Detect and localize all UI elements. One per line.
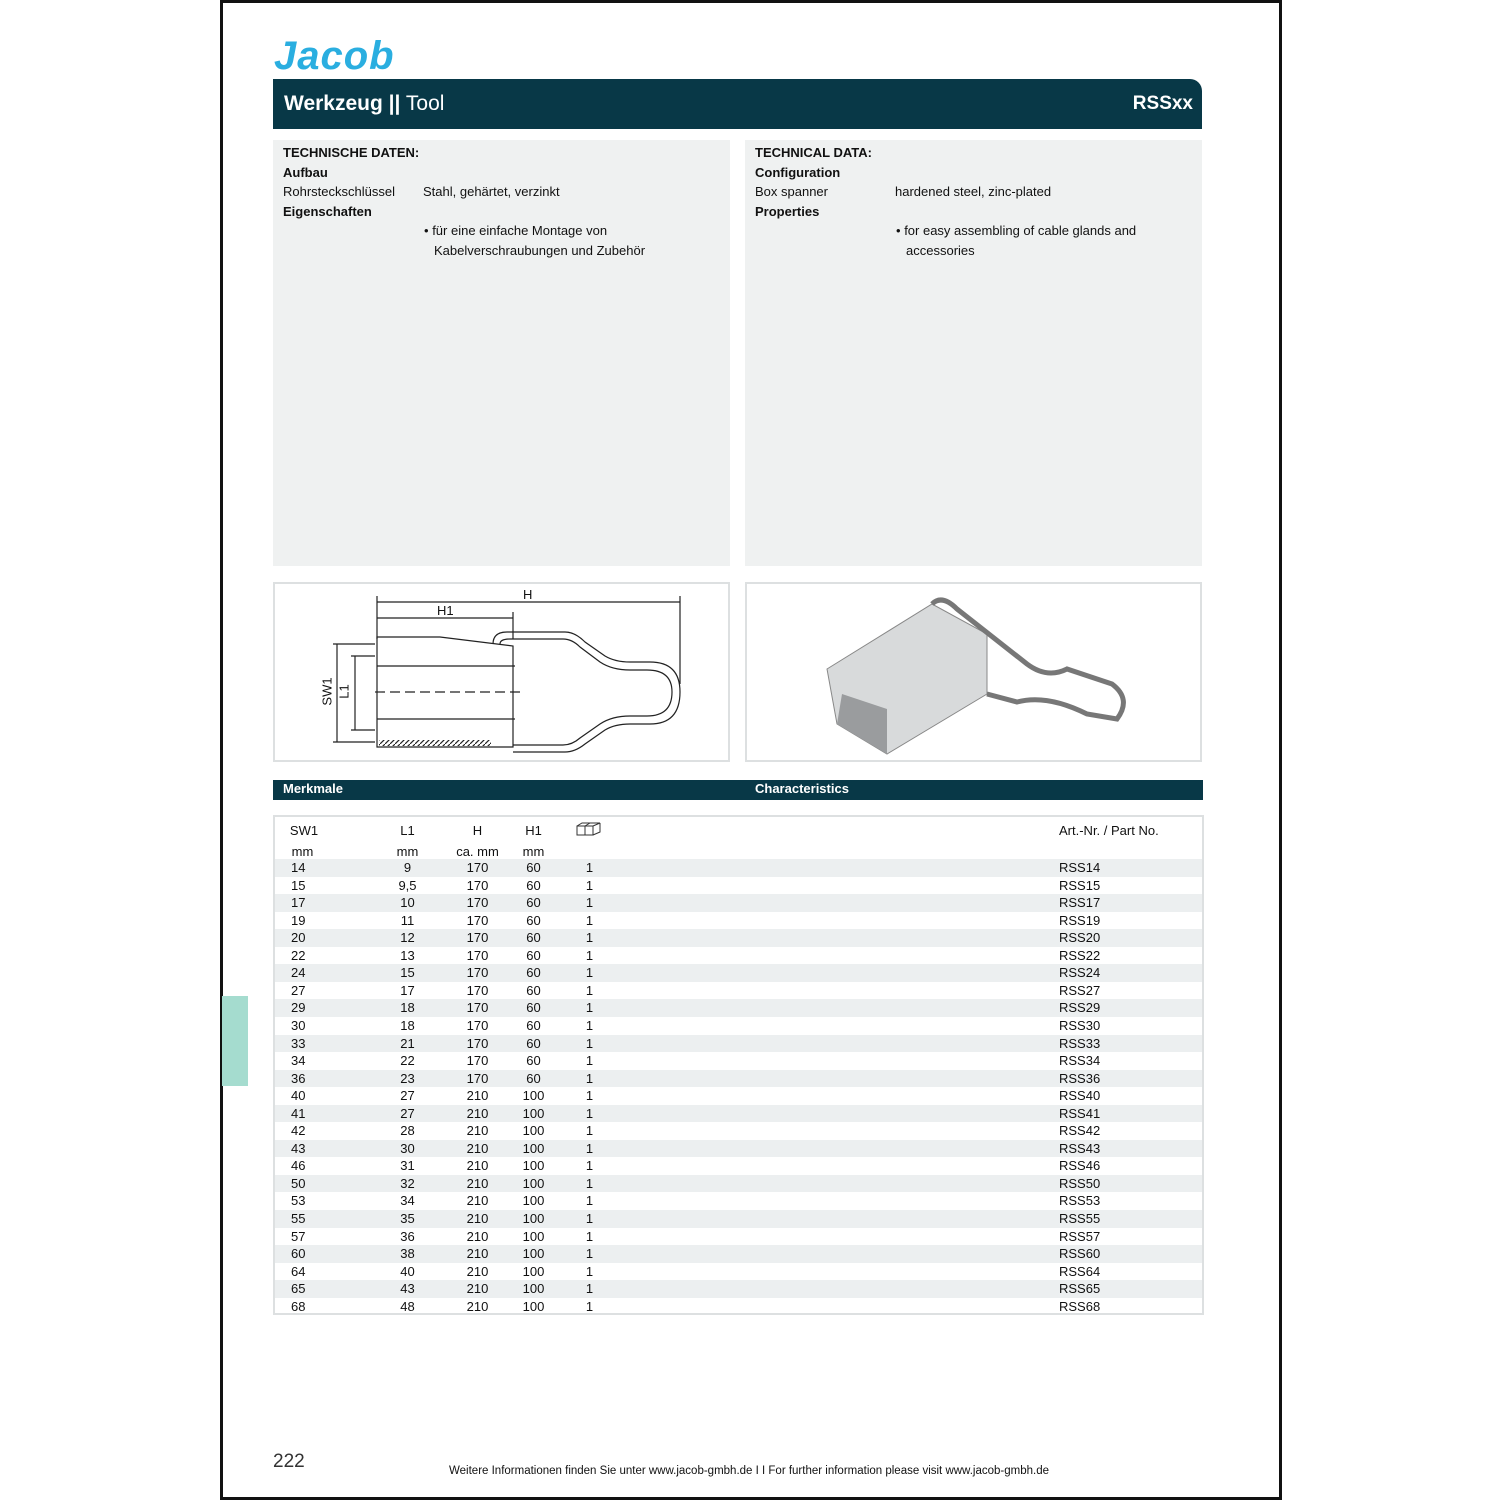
col-header-part-no: Art.-Nr. / Part No.: [1059, 823, 1159, 838]
table-row: [275, 929, 1202, 947]
cell-sw1: 33: [291, 1035, 306, 1051]
cell-qty: 1: [585, 1211, 594, 1226]
cell-qty: 1: [585, 1281, 594, 1297]
cell-h1: 60: [526, 895, 541, 911]
cell-sw1: 46: [291, 1158, 306, 1174]
table-row: [275, 1263, 1202, 1281]
cell-part-no: RSS64: [1059, 1263, 1101, 1279]
cell-l1: 27: [400, 1088, 415, 1104]
cell-qty: 1: [585, 1263, 594, 1279]
cell-l1: 27: [400, 1105, 415, 1121]
cell-h: 210: [466, 1263, 489, 1279]
technical-data-en: TECHNICAL DATA: Configuration Box spanner hardened steel, zinc-plated Properties • for easy assembling of cable glands and accessories: [745, 140, 1202, 566]
cell-h1: 100: [522, 1298, 545, 1314]
cell-qty: 1: [585, 1298, 594, 1314]
cell-part-no: RSS60: [1059, 1246, 1101, 1262]
unit-h: ca. mm: [456, 844, 499, 859]
cell-h1: 100: [522, 1263, 545, 1279]
cell-h: 210: [466, 1175, 489, 1191]
cell-h: 170: [466, 1070, 489, 1086]
cell-qty: 1: [585, 1017, 594, 1033]
table-row: [275, 999, 1202, 1017]
cell-part-no: RSS36: [1059, 1070, 1101, 1086]
cell-h: 210: [466, 1281, 489, 1297]
table-row: [275, 859, 1202, 877]
cell-sw1: 17: [291, 895, 306, 911]
cell-l1: 40: [400, 1263, 415, 1279]
cell-h1: 60: [526, 982, 541, 998]
table-row: [275, 1280, 1202, 1298]
cell-l1: 11: [400, 912, 415, 928]
table-row: [275, 877, 1202, 895]
title-bar: [273, 79, 1202, 129]
col-header-sw1: SW1: [289, 823, 319, 838]
table-row: [275, 1298, 1202, 1316]
cell-part-no: RSS14: [1059, 860, 1101, 875]
cell-qty: 1: [585, 947, 594, 963]
cell-h: 210: [466, 1158, 489, 1174]
cell-h: 210: [466, 1193, 489, 1209]
cell-l1: 21: [400, 1035, 415, 1051]
cell-qty: 1: [585, 1193, 594, 1209]
cell-part-no: RSS30: [1059, 1017, 1101, 1033]
cell-l1: 9,5: [398, 877, 417, 893]
cell-l1: 10: [400, 895, 415, 911]
cell-part-no: RSS43: [1059, 1140, 1101, 1156]
dimension-label-l1: L1: [336, 684, 352, 699]
cell-part-no: RSS17: [1059, 895, 1101, 911]
cell-sw1: 65: [291, 1281, 306, 1297]
dimension-label-sw1: SW1: [319, 677, 335, 706]
cell-sw1: 34: [291, 1053, 306, 1069]
cell-sw1: 14: [291, 860, 306, 875]
cell-sw1: 42: [291, 1123, 306, 1139]
cell-l1: 48: [400, 1298, 415, 1314]
dimension-label-h1: H1: [437, 603, 454, 618]
cell-part-no: RSS57: [1059, 1228, 1101, 1244]
cell-l1: 12: [400, 930, 415, 946]
cell-qty: 1: [585, 1228, 594, 1244]
cell-l1: 13: [400, 947, 415, 963]
col-header-h: H: [472, 823, 483, 838]
cell-h1: 60: [526, 1035, 541, 1051]
col-header-h1: H1: [525, 823, 542, 838]
cell-h1: 60: [526, 1070, 541, 1086]
dimension-label-h: H: [523, 587, 533, 602]
cell-h: 170: [466, 860, 489, 875]
cell-sw1: 53: [291, 1193, 306, 1209]
cell-part-no: RSS42: [1059, 1123, 1101, 1139]
cell-l1: 35: [400, 1211, 415, 1226]
cell-qty: 1: [585, 1158, 594, 1174]
cell-h1: 100: [522, 1158, 545, 1174]
table-row: [275, 982, 1202, 1000]
section-header: Merkmale Characteristics: [273, 780, 1203, 800]
table-row: [275, 1087, 1202, 1105]
cell-l1: 18: [400, 1017, 415, 1033]
product-code: RSSxx: [1132, 93, 1193, 114]
cell-h: 210: [466, 1105, 489, 1121]
cell-l1: 17: [400, 982, 415, 998]
cell-h1: 60: [526, 1053, 541, 1069]
cell-sw1: 57: [291, 1228, 306, 1244]
cell-l1: 36: [400, 1228, 415, 1244]
cell-l1: 31: [400, 1158, 415, 1174]
cell-h: 170: [466, 930, 489, 946]
table-row: [275, 1228, 1202, 1246]
cell-h: 170: [466, 895, 489, 911]
cell-sw1: 22: [291, 947, 306, 963]
unit-l1: mm: [396, 844, 419, 859]
cell-h1: 60: [526, 912, 541, 928]
cell-h1: 60: [526, 947, 541, 963]
cell-h: 210: [466, 1088, 489, 1104]
page-title: Werkzeug || Tool: [284, 92, 445, 115]
cell-sw1: 15: [291, 877, 306, 893]
product-photo: [745, 582, 1202, 762]
table-row: [275, 894, 1202, 912]
cell-part-no: RSS46: [1059, 1158, 1101, 1174]
cell-qty: 1: [585, 982, 594, 998]
cell-part-no: RSS20: [1059, 930, 1101, 946]
cell-part-no: RSS65: [1059, 1281, 1101, 1297]
cell-part-no: RSS24: [1059, 965, 1101, 981]
cell-h: 170: [466, 947, 489, 963]
technical-data-de: TECHNISCHE DATEN: Aufbau Rohrsteckschlüssel Stahl, gehärtet, verzinkt Eigenschaften • für eine einfache Montage von Kabelverschraubungen und Zubehör: [273, 140, 730, 566]
cell-h1: 100: [522, 1193, 545, 1209]
cell-qty: 1: [585, 965, 594, 981]
cell-h: 210: [466, 1228, 489, 1244]
section-tab-marker: [222, 996, 248, 1086]
cell-l1: 34: [400, 1193, 415, 1209]
cell-h: 170: [466, 912, 489, 928]
cell-h1: 100: [522, 1228, 545, 1244]
cell-part-no: RSS41: [1059, 1105, 1101, 1121]
table-row: [275, 1157, 1202, 1175]
cell-l1: 28: [400, 1123, 415, 1139]
cell-qty: 1: [585, 1035, 594, 1051]
cell-qty: 1: [585, 1000, 594, 1016]
col-header-l1: L1: [400, 823, 415, 838]
cell-sw1: 40: [291, 1088, 306, 1104]
cell-part-no: RSS34: [1059, 1053, 1101, 1069]
cell-part-no: RSS27: [1059, 982, 1101, 998]
cell-sw1: 68: [291, 1298, 306, 1314]
cell-qty: 1: [585, 1246, 594, 1262]
cell-h1: 100: [522, 1088, 545, 1104]
cell-l1: 23: [400, 1070, 415, 1086]
cell-h1: 60: [526, 1017, 541, 1033]
cell-h: 170: [466, 1000, 489, 1016]
cell-h1: 60: [526, 965, 541, 981]
cell-h1: 100: [522, 1175, 545, 1191]
cell-h: 210: [466, 1140, 489, 1156]
cell-part-no: RSS22: [1059, 947, 1101, 963]
cell-qty: 1: [585, 1105, 594, 1121]
cell-h: 170: [466, 965, 489, 981]
cell-qty: 1: [585, 877, 594, 893]
cell-h1: 100: [522, 1211, 545, 1226]
cell-h1: 60: [526, 930, 541, 946]
cell-sw1: 24: [291, 965, 306, 981]
cell-part-no: RSS50: [1059, 1175, 1101, 1191]
cell-sw1: 64: [291, 1263, 306, 1279]
cell-sw1: 41: [291, 1105, 306, 1121]
cell-part-no: RSS55: [1059, 1211, 1101, 1226]
cell-qty: 1: [585, 1123, 594, 1139]
cell-h: 210: [466, 1123, 489, 1139]
cell-h: 170: [466, 877, 489, 893]
table-row: [275, 1070, 1202, 1088]
cell-h: 210: [466, 1211, 489, 1226]
cell-h1: 100: [522, 1281, 545, 1297]
cell-qty: 1: [585, 930, 594, 946]
cell-l1: 15: [400, 965, 415, 981]
cell-qty: 1: [585, 912, 594, 928]
cell-h: 170: [466, 1017, 489, 1033]
logo: Jacob: [274, 34, 395, 78]
cell-qty: 1: [585, 1140, 594, 1156]
cell-h1: 100: [522, 1105, 545, 1121]
table-row: [275, 1017, 1202, 1035]
unit-h1: mm: [522, 844, 545, 859]
page-number: 222: [273, 1451, 305, 1472]
cell-sw1: 27: [291, 982, 306, 998]
cell-sw1: 30: [291, 1017, 306, 1033]
technical-drawing: [273, 582, 730, 762]
cell-sw1: 29: [291, 1000, 306, 1016]
cell-qty: 1: [585, 1070, 594, 1086]
cell-h1: 60: [526, 1000, 541, 1016]
cell-qty: 1: [585, 1088, 594, 1104]
cell-l1: 18: [400, 1000, 415, 1016]
cell-part-no: RSS15: [1059, 877, 1101, 893]
cell-sw1: 60: [291, 1246, 306, 1262]
cell-part-no: RSS53: [1059, 1193, 1101, 1209]
table-row: [275, 1175, 1202, 1193]
cell-h1: 100: [522, 1140, 545, 1156]
cell-h1: 100: [522, 1123, 545, 1139]
cell-l1: 43: [400, 1281, 415, 1297]
cell-qty: 1: [585, 1053, 594, 1069]
table-row: [275, 947, 1202, 965]
table-row: [275, 964, 1202, 982]
cell-h: 170: [466, 1035, 489, 1051]
table-row: [275, 1122, 1202, 1140]
cell-part-no: RSS68: [1059, 1298, 1101, 1314]
cell-sw1: 20: [291, 930, 306, 946]
cell-h1: 60: [526, 877, 541, 893]
characteristics-table: [273, 815, 1204, 1315]
cell-part-no: RSS19: [1059, 912, 1101, 928]
cell-h: 170: [466, 982, 489, 998]
table-row: [275, 1140, 1202, 1158]
cell-qty: 1: [585, 1175, 594, 1191]
cell-sw1: 50: [291, 1175, 306, 1191]
cell-h1: 100: [522, 1246, 545, 1262]
table-row: [275, 912, 1202, 930]
cell-h: 210: [466, 1246, 489, 1262]
cell-l1: 38: [400, 1246, 415, 1262]
cell-sw1: 36: [291, 1070, 306, 1086]
cell-l1: 22: [400, 1053, 415, 1069]
cell-h: 170: [466, 1053, 489, 1069]
cell-qty: 1: [585, 860, 594, 875]
cell-l1: 30: [400, 1140, 415, 1156]
package-icon: [576, 822, 602, 839]
cell-l1: 9: [403, 860, 412, 875]
table-row: [275, 1035, 1202, 1053]
cell-part-no: RSS40: [1059, 1088, 1101, 1104]
table-row: [275, 1105, 1202, 1123]
cell-sw1: 55: [291, 1211, 306, 1226]
footer-text: Weitere Informationen finden Sie unter www.jacob-gmbh.de I I For further information please visit www.jacob-gmbh.de: [449, 1465, 1049, 1477]
table-row: [275, 1192, 1202, 1210]
cell-sw1: 19: [291, 912, 306, 928]
cell-part-no: RSS29: [1059, 1000, 1101, 1016]
cell-h1: 60: [526, 860, 541, 875]
cell-part-no: RSS33: [1059, 1035, 1101, 1051]
cell-l1: 32: [400, 1175, 415, 1191]
table-row: [275, 1210, 1202, 1228]
unit-sw1: mm: [291, 844, 314, 859]
cell-qty: 1: [585, 895, 594, 911]
table-row: [275, 1052, 1202, 1070]
table-row: [275, 1245, 1202, 1263]
cell-sw1: 43: [291, 1140, 306, 1156]
cell-h: 210: [466, 1298, 489, 1314]
